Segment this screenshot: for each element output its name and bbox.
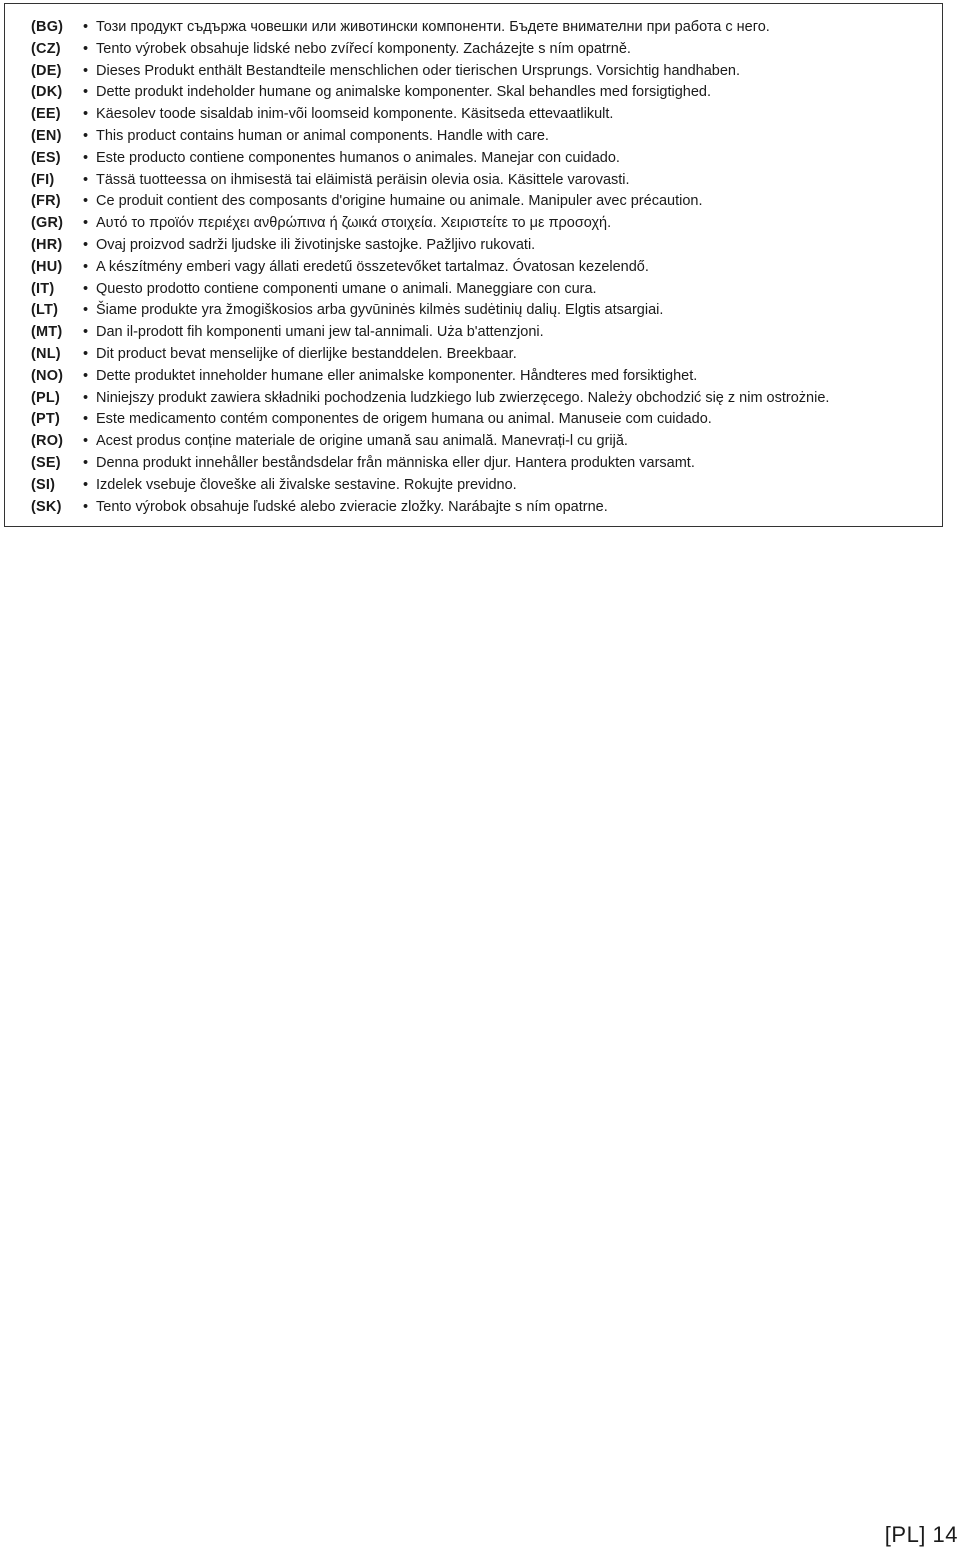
bullet-icon: • xyxy=(83,258,89,275)
warning-text: This product contains human or animal components. Handle with care. xyxy=(96,127,549,144)
language-code: (BG) xyxy=(31,19,64,35)
language-code: (GR) xyxy=(31,215,64,232)
language-code: (SK) xyxy=(31,498,62,515)
page-number: [PL] 14 xyxy=(884,1522,958,1547)
language-code: (SE) xyxy=(31,454,61,471)
language-code: (FI) xyxy=(31,171,55,188)
language-code: (PL) xyxy=(31,389,60,406)
language-code: (HU) xyxy=(31,258,63,275)
warning-row-dk xyxy=(5,82,942,104)
bullet-icon: • xyxy=(83,127,89,144)
warning-row-es xyxy=(5,148,942,170)
warning-row-se xyxy=(5,453,942,475)
warning-text: Käesolev toode sisaldab inim-või loomseid komponente. Käsitseda ettevaatlikult. xyxy=(96,106,614,123)
multilingual-warning-box xyxy=(4,3,943,527)
bullet-icon: • xyxy=(83,454,89,471)
language-code: (EN) xyxy=(31,127,62,144)
warning-text: Dan il-prodott fih komponenti umani jew tal-annimali. Uża b'attenzjoni. xyxy=(96,324,544,341)
language-code: (CZ) xyxy=(31,40,61,57)
warning-row-cz xyxy=(5,39,942,61)
language-code: (DE) xyxy=(31,62,62,79)
language-code: (PT) xyxy=(31,411,60,428)
language-code: (DK) xyxy=(31,84,63,101)
warning-row-it xyxy=(5,279,942,301)
warning-row-no xyxy=(5,366,942,388)
warning-text: Este medicamento contém componentes de origem humana ou animal. Manuseie com cuidado. xyxy=(96,411,712,428)
language-code: (RO) xyxy=(31,433,64,450)
warning-text: Izdelek vsebuje človeške ali živalske sestavine. Rokujte previdno. xyxy=(96,476,517,493)
language-code: (MT) xyxy=(31,324,63,341)
warning-text: Dette produkt indeholder humane og animalske komponenter. Skal behandles med forsigtighed. xyxy=(96,84,712,101)
warning-text: Tässä tuotteessa on ihmisestä tai eläimistä peräisin olevia osia. Käsittele varovasti. xyxy=(96,171,630,188)
warning-text: Dette produktet inneholder humane eller animalske komponenter. Håndteres med forsiktighet. xyxy=(96,367,698,384)
bullet-icon: • xyxy=(83,171,89,188)
language-code: (LT) xyxy=(31,302,59,319)
language-code: (FR) xyxy=(31,193,61,210)
bullet-icon: • xyxy=(83,193,89,210)
language-code: (ES) xyxy=(31,149,61,166)
bullet-icon: • xyxy=(83,324,89,341)
warning-text: Този продукт съдържа човешки или животински компоненти. Бъдете внимателни при работа с него. xyxy=(96,19,770,35)
bullet-icon: • xyxy=(83,367,89,384)
bullet-icon: • xyxy=(83,476,89,493)
warning-text: Questo prodotto contiene componenti umane o animali. Maneggiare con cura. xyxy=(96,280,597,297)
warning-text: Šiame produkte yra žmogiškosios arba gyvūninės kilmės sudėtinių dalių. Elgtis atsargiai. xyxy=(96,302,664,319)
bullet-icon: • xyxy=(83,389,89,406)
bullet-icon: • xyxy=(83,236,89,253)
bullet-icon: • xyxy=(83,433,89,450)
warning-row-mt xyxy=(5,322,942,344)
warning-row-sk xyxy=(5,497,942,519)
bullet-icon: • xyxy=(83,40,89,57)
language-code: (NL) xyxy=(31,345,61,362)
language-code: (HR) xyxy=(31,236,63,253)
bullet-icon: • xyxy=(83,215,89,232)
warning-row-lt xyxy=(5,300,942,322)
warning-text: Αυτό το προϊόν περιέχει ανθρώπινα ή ζωικά στοιχεία. Χειριστείτε το με προσοχή. xyxy=(96,215,612,232)
bullet-icon: • xyxy=(83,280,89,297)
warning-row-gr xyxy=(5,213,942,235)
warning-row-fr xyxy=(5,191,942,213)
language-code: (NO) xyxy=(31,367,64,384)
bullet-icon: • xyxy=(83,149,89,166)
bullet-icon: • xyxy=(83,19,89,35)
warning-row-en xyxy=(5,126,942,148)
warning-row-ee xyxy=(5,104,942,126)
warning-text: Dit product bevat menselijke of dierlijke bestanddelen. Breekbaar. xyxy=(96,345,517,362)
warning-text: Tento výrobok obsahuje ľudské alebo zvieracie zložky. Narábajte s ním opatrne. xyxy=(96,498,608,515)
warning-text: Ce produit contient des composants d'origine humaine ou animale. Manipuler avec précaution. xyxy=(96,193,703,210)
bullet-icon: • xyxy=(83,62,89,79)
warning-row-pl xyxy=(5,388,942,410)
warning-row-hr xyxy=(5,235,942,257)
warning-row-de xyxy=(5,61,942,83)
warning-row-si xyxy=(5,475,942,497)
warning-text: A készítmény emberi vagy állati eredetű összetevőket tartalmaz. Óvatosan kezelendő. xyxy=(96,258,649,275)
bullet-icon: • xyxy=(83,411,89,428)
warning-text: Niniejszy produkt zawiera składniki pochodzenia ludzkiego lub zwierzęcego. Należy obchodzić się z nim ostrożnie. xyxy=(96,389,830,406)
language-code: (IT) xyxy=(31,280,55,297)
warning-row-nl xyxy=(5,344,942,366)
warning-text: Dieses Produkt enthält Bestandteile menschlichen oder tierischen Ursprungs. Vorsichtig handhaben. xyxy=(96,62,741,79)
language-code: (EE) xyxy=(31,106,61,123)
language-code: (SI) xyxy=(31,476,56,493)
bullet-icon: • xyxy=(83,302,89,319)
warning-row-hu xyxy=(5,257,942,279)
warning-text: Denna produkt innehåller beståndsdelar från människa eller djur. Hantera produkten varsamt. xyxy=(96,454,695,471)
warning-list xyxy=(5,17,942,518)
warning-text: Acest produs conține materiale de origine umană sau animală. Manevrați-l cu grijă. xyxy=(96,433,628,450)
warning-row-ro xyxy=(5,431,942,453)
warning-row-bg xyxy=(5,17,942,39)
warning-text: Este producto contiene componentes humanos o animales. Manejar con cuidado. xyxy=(96,149,620,166)
warning-row-fi xyxy=(5,170,942,192)
warning-text: Tento výrobek obsahuje lidské nebo zvířecí komponenty. Zacházejte s ním opatrně. xyxy=(96,40,631,57)
warning-text: Ovaj proizvod sadrži ljudske ili životinjske sastojke. Pažljivo rukovati. xyxy=(96,236,536,253)
warning-row-pt xyxy=(5,409,942,431)
bullet-icon: • xyxy=(83,84,89,101)
bullet-icon: • xyxy=(83,345,89,362)
bullet-icon: • xyxy=(83,106,89,123)
bullet-icon: • xyxy=(83,498,89,515)
